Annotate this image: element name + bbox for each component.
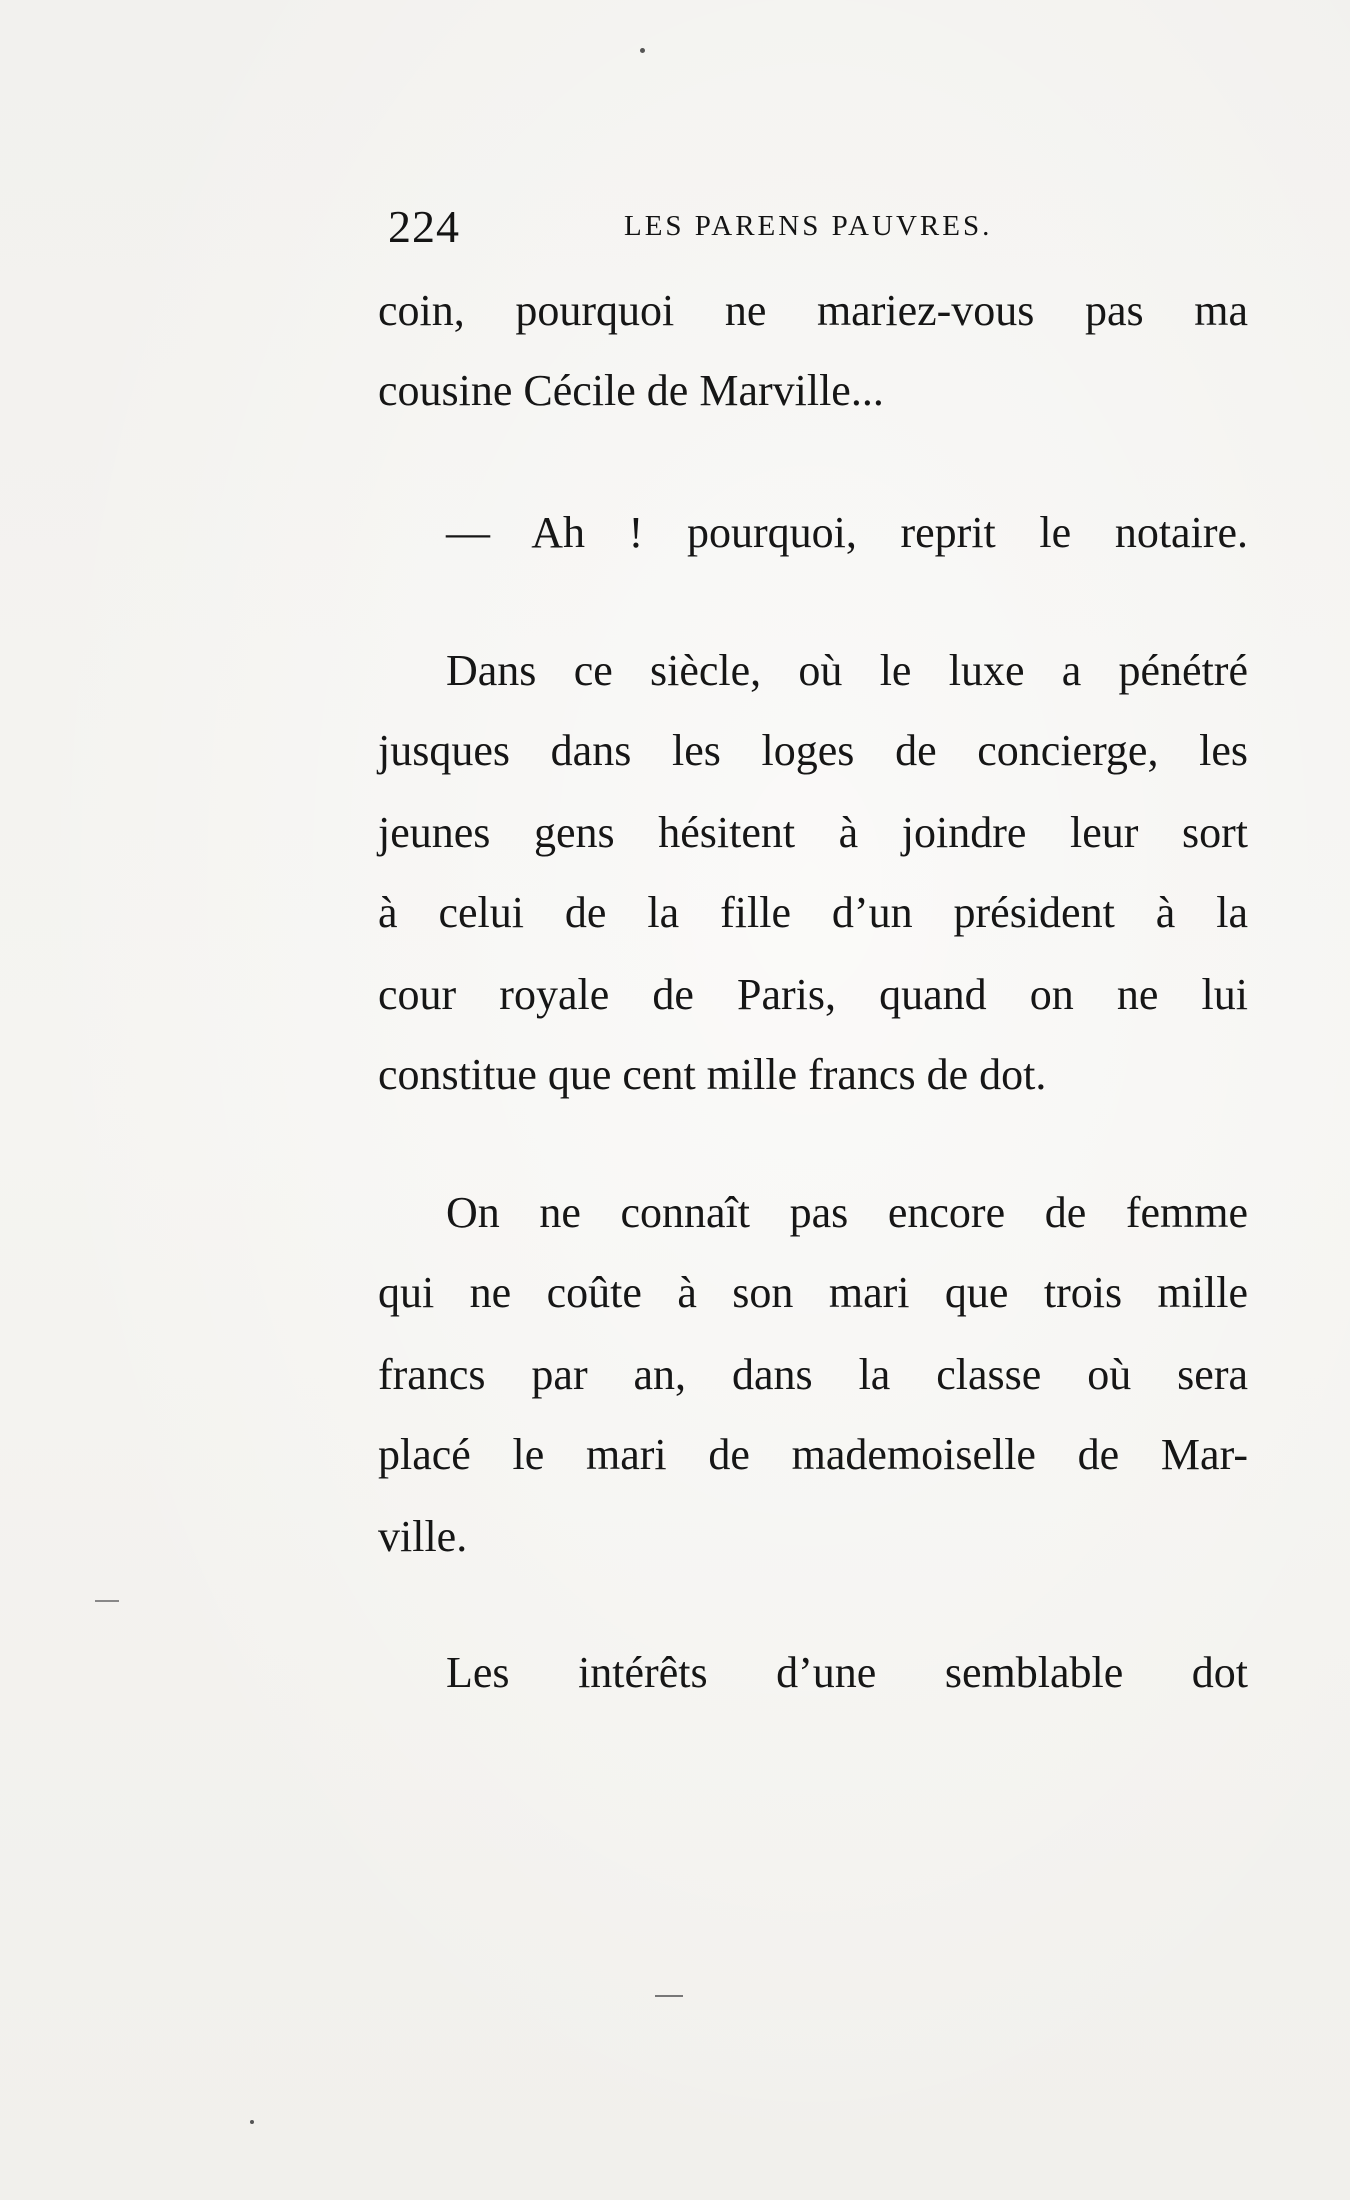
text-line: à celui de la fille d’un président à la bbox=[378, 888, 1248, 937]
paper-speck bbox=[250, 2120, 254, 2124]
running-head: LES PARENS PAUVRES. bbox=[624, 210, 993, 242]
paper-speck bbox=[640, 48, 645, 53]
paragraph-first-line: On ne connaît pas encore de femme bbox=[446, 1188, 1248, 1237]
text-line: jeunes gens hésitent à joindre leur sort bbox=[378, 808, 1248, 857]
paper-mark bbox=[95, 1600, 119, 1602]
page-header bbox=[388, 200, 1038, 260]
dialogue-line: — Ah ! pourquoi, reprit le notaire. bbox=[446, 508, 1248, 557]
text-line: francs par an, dans la classe où sera bbox=[378, 1350, 1248, 1399]
page-number: 224 bbox=[388, 201, 460, 252]
text-line: qui ne coûte à son mari que trois mille bbox=[378, 1268, 1248, 1317]
text-line: cousine Cécile de Marville... bbox=[378, 366, 884, 415]
paragraph-first-line: Les intérêts d’une semblable dot bbox=[446, 1648, 1248, 1697]
text-line: placé le mari de mademoiselle de Mar- bbox=[378, 1430, 1248, 1479]
text-line: cour royale de Paris, quand on ne lui bbox=[378, 970, 1248, 1019]
paper-mark bbox=[655, 1995, 683, 1997]
text-line: coin, pourquoi ne mariez-vous pas ma bbox=[378, 286, 1248, 335]
paragraph-first-line: Dans ce siècle, où le luxe a pénétré bbox=[446, 646, 1248, 695]
text-line: ville. bbox=[378, 1512, 468, 1561]
text-line: jusques dans les loges de concierge, les bbox=[378, 726, 1248, 775]
text-line: constitue que cent mille francs de dot. bbox=[378, 1050, 1047, 1099]
